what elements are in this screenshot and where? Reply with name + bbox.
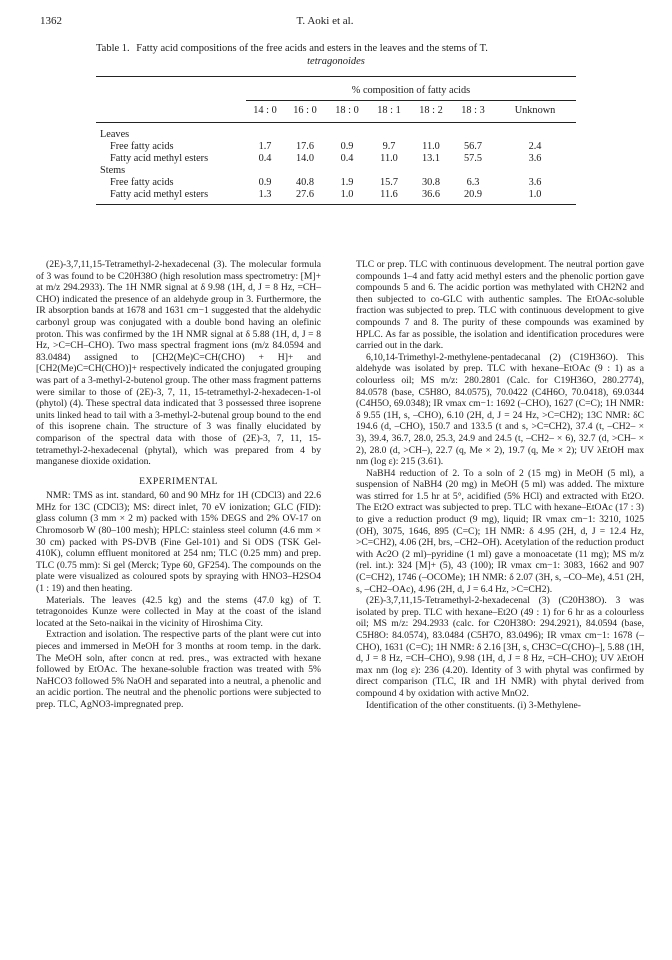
experimental-heading: EXPERIMENTAL bbox=[139, 475, 218, 487]
row-label: Fatty acid methyl esters bbox=[110, 153, 209, 164]
section-label-stems: Stems bbox=[100, 165, 126, 176]
cell: 1.7 bbox=[258, 141, 272, 152]
table-row bbox=[96, 189, 576, 205]
compound-2-paragraph: 6,10,14-Trimethyl-2-methylene-pentadecanal (2) (C19H36O). This aldehyde was isolated by prep. TLC with hexane–EtOAc (9 : 1) as a colourless oil; MS m/z: 280.2801 (Calc. for C19H36O, 280.2774), 84.0578 (base, C5H8O, 84.0575), 70.0422 (C4H6O, 70.0418), 69.0344 (C4H5O, 69.0348); IR νmax cm−1: 1692 (–CHO), 1627 (C=C); 1H NMR: δ 9.55 (1H, s, –CHO), 6.10 (2H, d, J = 24 Hz, >C=CH2); 13C NMR: δC 194.6 (d, –CHO), 150.7 and 133.5 (t and s, >C=CH2), 37.4 (t, –CH2– × 3), 39.4, 36.7, 28.0, 25.3, 24.9 and 24.5 (t, –CH2– × 6), 32.7 (d, >CH– × 2), 28.0 (d, >CH–), 22.7 (q, Me × 2), 19.7 (q, Me × 2); UV λEtOH max nm (log ε): 215 (3.61). bbox=[356, 351, 644, 468]
col-header: 18 : 1 bbox=[368, 105, 410, 123]
col-header: 16 : 0 bbox=[284, 105, 326, 123]
cell: 11.0 bbox=[422, 141, 440, 152]
cell: 2.4 bbox=[528, 141, 542, 152]
row-label: Free fatty acids bbox=[110, 177, 174, 188]
row-label: Free fatty acids bbox=[110, 141, 174, 152]
extraction-paragraph: Extraction and isolation. The respective parts of the plant were cut into pieces and immersed in MeOH for 3 months at room temp. in the dark. The MeOH soln, after concn at red. pres., was extracted with hexane followed by EtOAc. The hexane-soluble fraction was treated with 5% NaHCO3 followed 5% NaOH and separated into a neutral, a phenolic and an acidic portion. The neutral and the phenolic portions were subjected to prep. TLC, AgNO3-impregnated prep. bbox=[36, 629, 321, 710]
table-row bbox=[96, 153, 576, 165]
section-label-leaves: Leaves bbox=[100, 129, 130, 140]
cell: 57.5 bbox=[463, 153, 483, 164]
cell: 56.7 bbox=[463, 141, 483, 152]
cell: 36.6 bbox=[410, 189, 452, 205]
cell: 1.9 bbox=[340, 177, 354, 188]
cell: 40.8 bbox=[295, 177, 315, 188]
cell: 20.9 bbox=[452, 189, 494, 205]
table-group-header: % composition of fatty acids bbox=[351, 85, 471, 96]
table-caption-text: Fatty acid compositions of the free acids and esters in the leaves and the stems of T. bbox=[136, 43, 488, 54]
table-row bbox=[96, 177, 576, 189]
cell: 3.6 bbox=[528, 153, 542, 164]
cell: 27.6 bbox=[284, 189, 326, 205]
cell: 9.7 bbox=[382, 141, 396, 152]
methods-paragraph: NMR: TMS as int. standard, 60 and 90 MHz for 1H (CDCl3) and 22.6 MHz for 13C (CDCl3); MS: direct inlet, 70 eV ionization; GLC (FID): glass column (3 mm × 2 m) packed with 15% DEGS and 2% OV-17 on Chromosorb W (80–100 mesh); HPLC: stainless steel column (4.6 mm × 30 cm) packed with PS-DVB (Fine Gel-101) and Si ODS (TSK Gel-410K), column effluent monitored at 254 nm; TLC (0.25 mm) and prep. TLC (0.75 mm): Si gel (Merck; Type 60, GF254). The compounds on the plate were visualized as coloured spots by spraying with HNO3–H2SO4 (1 : 19) and then heating. bbox=[36, 490, 321, 595]
table-section-row bbox=[96, 165, 576, 177]
running-title: T. Aoki et al. bbox=[296, 15, 354, 27]
isolation-paragraph: TLC or prep. TLC with continuous development. The neutral portion gave compounds 1–4 and fatty acid methyl esters and the phenolic portion gave compounds 5 and 6. The acidic portion was methylated with CH2N2 and then subjected to co-GLC with authentic samples. The EtOAc-soluble fraction was subjected to prep. TLC with continuous development to give compounds 7 and 8. The purity of these compounds was examined by HPLC. As far as possible, the isolation and identification procedures were carried out in the dark. bbox=[356, 259, 644, 352]
left-text-column bbox=[36, 259, 321, 711]
table-row bbox=[96, 141, 576, 153]
compound-3-paragraph: (2E)-3,7,11,15-Tetramethyl-2-hexadecenal (3) (C20H38O). 3 was isolated by prep. TLC with hexane–Et2O (49 : 1) for 6 hr as a colourless oil; MS m/z: 294.2933 (calc. for C20H38O: 294.2921), 84.0594 (base, C5H8O: 84.0574), 83.0484 (C5H7O, 83.0496); IR νmax cm−1: 1678 (–CHO), 1631 (C=C); 1H NMR: δ 2.16 [3H, s, CH3C=C(CHO)–], 5.88 (1H, d, J = 8 Hz, =CH–CHO), 9.98 (1H, d, J = 8 Hz, =CH–CHO); UV λEtOH max nm (log ε): 236 (4.20). Identity of 3 with phytal was confirmed by direct comparison (TLC, IR and 1H NMR) with phytal derived from compound 4 by oxidation with active MnO2. bbox=[356, 595, 644, 699]
col-header: 18 : 3 bbox=[452, 105, 494, 123]
cell: 13.1 bbox=[421, 153, 441, 164]
cell: 1.0 bbox=[326, 189, 368, 205]
cell: 0.9 bbox=[258, 177, 272, 188]
identification-paragraph: Identification of the other constituents. (i) 3-Methylene- bbox=[366, 699, 581, 711]
table-column-headers bbox=[96, 105, 576, 123]
cell: 17.6 bbox=[295, 141, 315, 152]
col-header: Unknown bbox=[494, 105, 576, 123]
right-text-column bbox=[356, 259, 644, 711]
cell: 14.0 bbox=[295, 153, 315, 164]
col-header: 14 : 0 bbox=[246, 105, 284, 123]
table-caption-label: Table 1. bbox=[96, 43, 130, 54]
cell: 30.8 bbox=[421, 177, 441, 188]
cell: 1.3 bbox=[246, 189, 284, 205]
reduction-paragraph: NaBH4 reduction of 2. To a soln of 2 (15 mg) in MeOH (5 ml), a suspension of NaBH4 (20 mg) in MeOH (5 ml) was added. The mixture was stirred for 1.5 hr at 5°, acidified (5% HCl) and extracted with Et2O. The Et2O extract was subjected to prep. TLC with hexane–EtOAc (17 : 3) to give a reduction product (9 mg), liquid; IR νmax cm−1: 3210, 1025 (OH), 3075, 1646, 895 (C=C); 1H NMR: δ 4.95 (2H, d, J = 12.4 Hz, >C=CH2), 4.06 (2H, brs, –CH2–OH). Acetylation of the reduction product with Ac2O (2 ml)–pyridine (1 ml) gave a monoacetate (11 mg); MS m/z (rel. int.): 324 [M]+ (5), 43 (100); IR νmax cm−1: 3083, 1662 and 907 (C=CH2), 1746 (–OCOMe); 1H NMR: δ 2.07 (3H, s, –CO–Me), 4.51 (2H, s, –CH2–OAc), 4.96 (2H, d, J = 6.4 Hz, >C=CH2). bbox=[356, 467, 644, 595]
fatty-acid-table bbox=[96, 76, 576, 205]
page-number: 1362 bbox=[40, 15, 62, 27]
materials-paragraph: Materials. The leaves (42.5 kg) and the stems (47.0 kg) of T. tetragonoides Kunze were collected in May at the coast of the island located at the Seto-naikai in the vicinity of Hiroshima City. bbox=[36, 594, 321, 629]
cell: 0.4 bbox=[258, 153, 272, 164]
cell: 0.4 bbox=[340, 153, 354, 164]
cell: 1.0 bbox=[494, 189, 576, 205]
cell: 0.9 bbox=[340, 141, 354, 152]
row-label: Fatty acid methyl esters bbox=[96, 189, 246, 205]
table-section-row bbox=[96, 129, 576, 141]
results-paragraph: (2E)-3,7,11,15-Tetramethyl-2-hexadecenal (3). The molecular formula of 3 was found to be C20H38O (high resolution mass spectrometry: [M]+ at m/z 294.2933). The 1H NMR signal at δ 9.98 (1H, d, J = 8 Hz, =CH–CHO) indicated the presence of an aldehyde group in 3. Furthermore, the IR absorption bands at 1678 and 1631 cm−1 suggested that the aldehydic carbonyl group was conjugated with a double bond having an olefinic proton. This was confirmed by the 1H NMR signal at δ 5.88 (1H, d, J = 8 Hz, >C=CH–CHO). Two mass spectral fragment ions (m/z 84.0594 and 83.0484) assigned to [CH2(Me)C=CH(CHO) + H]+ and [CH2(Me)C=CH(CHO)]+ respectively indicated the conjugated grouping was part of a 3-methyl-2-butenol group. The other mass fragment patterns were similar to those of (2E)-3, 7, 11, 15-tetramethyl-2-hexadecen-1-ol (phytol) (4). These spectral data indicated that 3 possessed three isoprene units linked head to tail with a 3-methyl-2-butenal group bound to the end of this isoprene chain. The structure of 3 was finally elucidated by comparison of the spectral data with those of (2E)-3, 7, 11, 15-tetramethyl-2-hexadecenal (phytal), which was prepared from 4 by manganese dioxide oxidation. bbox=[36, 259, 321, 468]
col-header: 18 : 2 bbox=[410, 105, 452, 123]
cell: 11.6 bbox=[368, 189, 410, 205]
table-caption bbox=[96, 42, 576, 68]
cell: 3.6 bbox=[528, 177, 542, 188]
cell: 15.7 bbox=[379, 177, 399, 188]
col-header: 18 : 0 bbox=[326, 105, 368, 123]
table-caption-species: tetragonoides bbox=[307, 56, 365, 67]
cell: 6.3 bbox=[466, 177, 480, 188]
cell: 11.0 bbox=[380, 153, 398, 164]
